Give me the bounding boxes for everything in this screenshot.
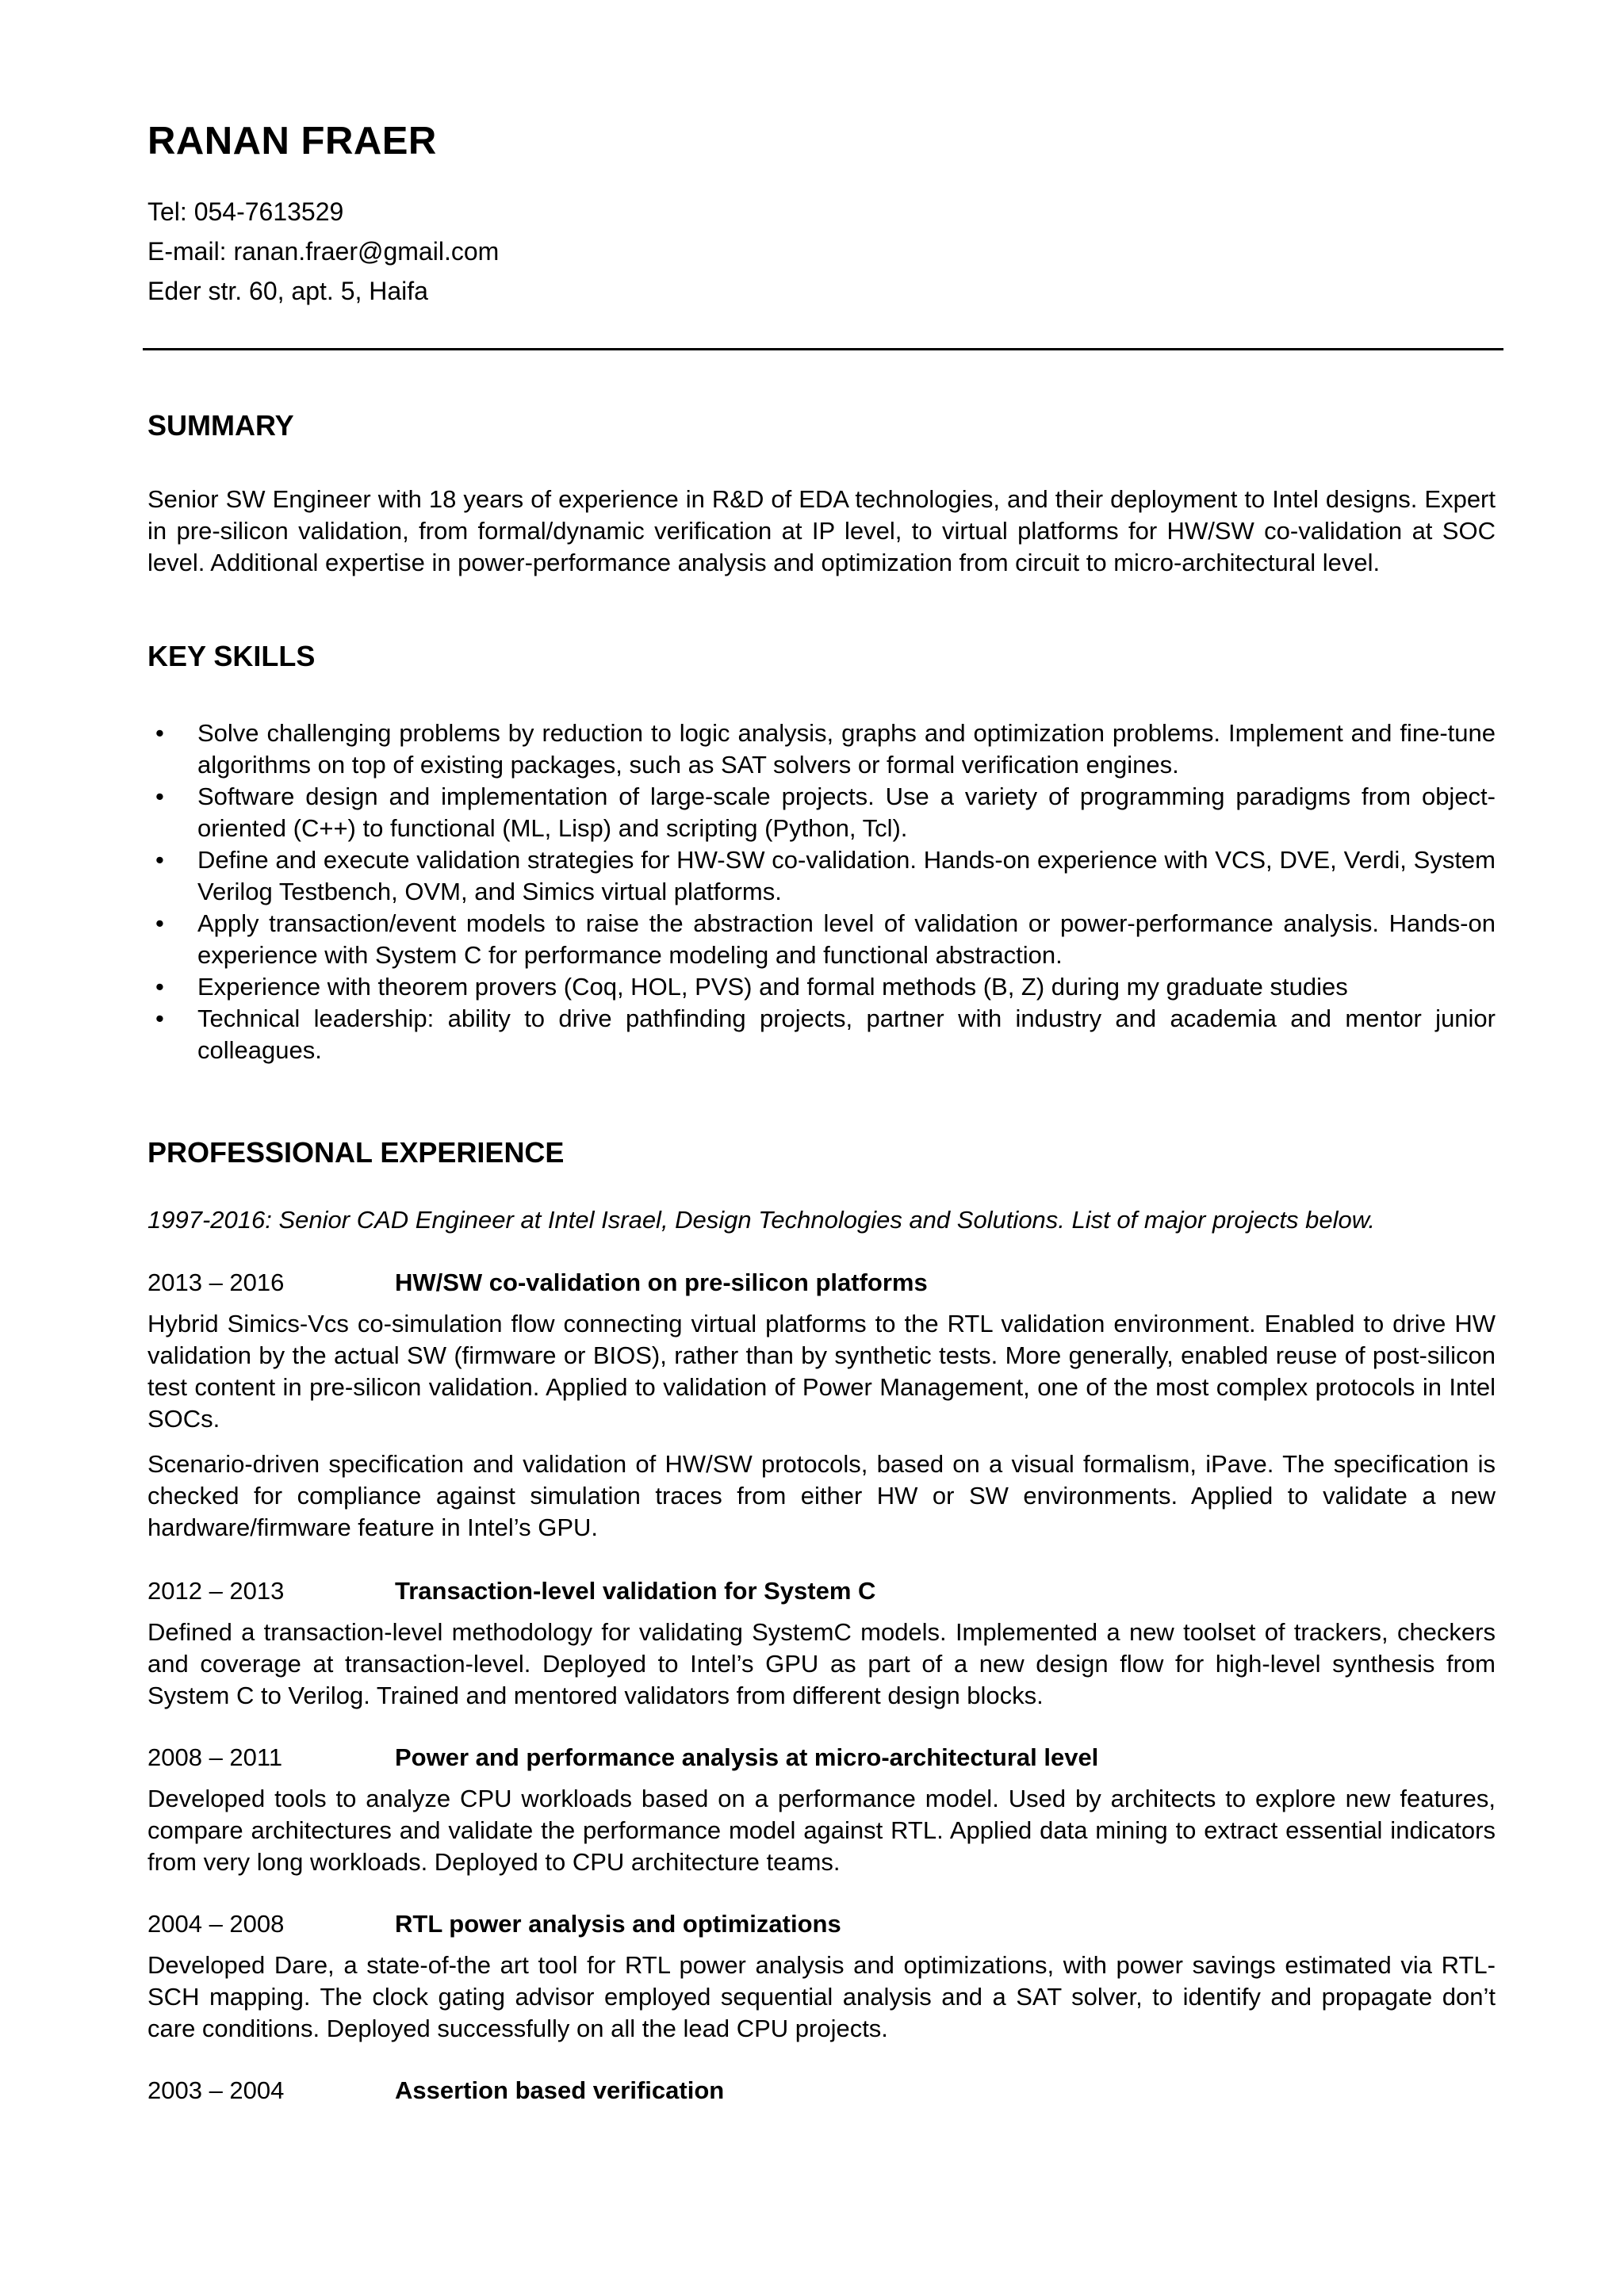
job-dates: 2013 – 2016 [147,1269,285,1296]
skill-item [147,844,1496,908]
job-header [147,1910,841,1938]
job-description: Hybrid Simics-Vcs co-simulation flow connecting virtual platforms to the RTL validation environment. Enabled to drive HW validation by the actual SW (firmware or BIOS), rather than by synthetic tests. More generally, enabled reuse of post-silicon test content in pre-silicon validation. Applied to validation of Power Management, one of the most complex protocols in Intel SOCs. [147,1310,1496,1433]
skill-item [147,971,1496,1003]
job-dates: 2012 – 2013 [147,1577,285,1605]
job-description: Scenario-driven specification and validation of HW/SW protocols, based on a visual formalism, iPave. The specification is checked for compliance against simulation traces from either HW or SW environments. Applied to validate a new hardware/firmware feature in Intel’s GPU. [147,1450,1496,1541]
bullet-icon: • [155,846,164,874]
skill-text: Define and execute validation strategies for HW-SW co-validation. Hands-on experience with VCS, DVE, Verdi, System Verilog Testbench, OVM, and Simics virtual platforms. [197,846,1496,905]
bullet-icon: • [155,783,164,810]
skill-text: Solve challenging problems by reduction to logic analysis, graphs and optimization problems. Implement and fine-tune algorithms on top of existing packages, such as SAT solvers or formal verification engines. [197,719,1496,779]
job-header [147,1743,1098,1772]
skill-text: Experience with theorem provers (Coq, HOL, PVS) and formal methods (B, Z) during my graduate studies [197,973,1348,1001]
skill-item [147,781,1496,844]
job-dates: 2008 – 2011 [147,1743,283,1771]
summary-text: Senior SW Engineer with 18 years of experience in R&D of EDA technologies, and their deployment to Intel designs. Expert in pre-silicon validation, from formal/dynamic verification at IP level, to virtual platforms for HW/SW co-validation at SOC level. Additional expertise in power-performance analysis and optimization from circuit to micro-architectural level. [147,485,1496,576]
skill-text: Apply transaction/event models to raise the abstraction level of validation or power-performance analysis. Hands-on experience with System C for performance modeling and functional abstraction. [197,909,1496,969]
job-description: Developed tools to analyze CPU workloads based on a performance model. Used by architects to explore new features, compare architectures and validate the performance model against RTL. Applied data mining to extract essential indicators from very long workloads. Deployed to CPU architecture teams. [147,1785,1496,1876]
job-description: Developed Dare, a state-of-the art tool for RTL power analysis and optimizations, with power savings estimated via RTL-SCH mapping. The clock gating advisor employed sequential analysis and a SAT solver, to identify and propagate don’t care conditions. Deployed successfully on all the lead CPU projects. [147,1951,1496,2042]
job-title: RTL power analysis and optimizations [395,1910,841,1938]
candidate-name: RANAN FRAER [147,120,437,163]
bullet-icon: • [155,909,164,937]
job-description: Defined a transaction-level methodology for validating SystemC models. Implemented a new toolset of trackers, checkers and coverage at transaction-level. Deployed to Intel’s GPU as part of a new design flow for high-level synthesis from System C to Verilog. Trained and mentored validators from different design blocks. [147,1618,1496,1709]
professional-experience-heading: PROFESSIONAL EXPERIENCE [147,1136,565,1169]
key-skills-list [147,718,1496,1066]
skill-item [147,908,1496,971]
skill-text: Software design and implementation of large-scale projects. Use a variety of programming paradigms from object-oriented (C++) to functional (ML, Lisp) and scripting (Python, Tcl). [197,783,1496,842]
job-title: Transaction-level validation for System C [395,1577,876,1605]
job-header [147,1269,928,1297]
header-divider [143,348,1503,350]
skill-text: Technical leadership: ability to drive pathfinding projects, partner with industry and academia and mentor junior colleagues. [197,1004,1496,1064]
job-dates: 2004 – 2008 [147,1910,285,1938]
experience-intro: 1997-2016: Senior CAD Engineer at Intel Israel, Design Technologies and Solutions. List of major projects below. [147,1206,1376,1234]
contact-block [147,192,499,311]
job-header [147,2076,724,2105]
bullet-icon: • [155,719,164,747]
skill-item [147,718,1496,781]
phone-line: Tel: 054-7613529 [147,197,344,226]
key-skills-heading: KEY SKILLS [147,640,316,672]
bullet-icon: • [155,1004,164,1032]
job-title: HW/SW co-validation on pre-silicon platforms [395,1269,928,1296]
address-line: Eder str. 60, apt. 5, Haifa [147,277,428,305]
skill-item [147,1003,1496,1066]
email-line: E-mail: ranan.fraer@gmail.com [147,237,500,266]
summary-heading: SUMMARY [147,409,294,442]
job-title: Assertion based verification [395,2076,725,2104]
job-title: Power and performance analysis at micro-architectural level [395,1743,1099,1771]
job-header [147,1577,875,1605]
bullet-icon: • [155,973,164,1001]
job-dates: 2003 – 2004 [147,2076,285,2104]
